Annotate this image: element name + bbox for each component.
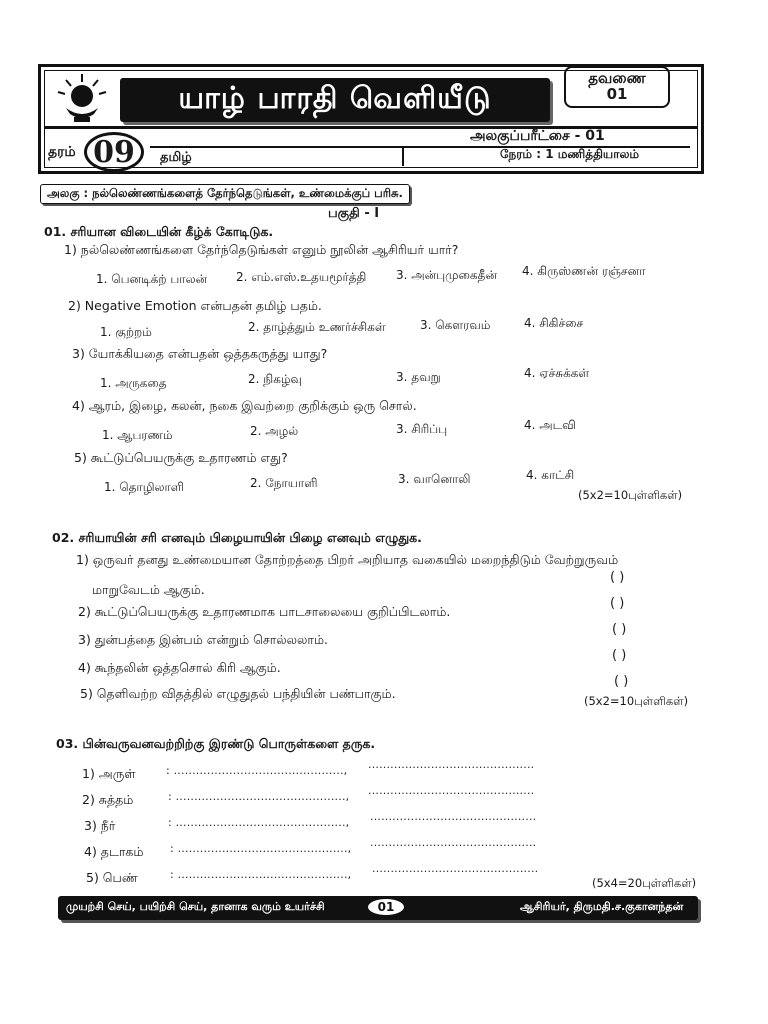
- q3-marks: (5x4=20புள்ளிகள்): [592, 876, 697, 890]
- q1-marks: (5x2=10புள்ளிகள்): [578, 488, 683, 502]
- q1-item-5-option-2: 2. நோயாளி: [250, 476, 318, 490]
- q3-answer-4b[interactable]: .............................................: [370, 836, 537, 849]
- q1-item-1-question: 1) நல்லெண்ணங்களை தேர்ந்தெடுங்கள் எனும் நூலின் ஆசிரியர் யார்?: [64, 242, 459, 257]
- q1-item-3-option-4: 4. ஏச்சுக்கள்: [524, 366, 590, 380]
- q2-answer-box-1: ( ): [610, 570, 625, 585]
- q3-answer-2b[interactable]: .............................................: [368, 784, 535, 797]
- q1-item-2-option-2: 2. தாழ்த்தும் உணர்ச்சிகள்: [248, 320, 386, 334]
- q3-answer-3a[interactable]: : ..............................................,: [168, 816, 350, 829]
- q1-item-1-option-1: 1. பெனடிக்ற் பாலன்: [96, 272, 208, 286]
- q2-heading: 02. சரியாயின் சரி எனவும் பிழையாயின் பிழை எனவும் எழுதுக.: [52, 530, 422, 545]
- grade-label: தரம்: [48, 144, 76, 160]
- q2-answer-box-2: ( ): [610, 596, 625, 611]
- q1-item-1-option-4: 4. கிருஸ்ணன் ரஞ்சனா: [522, 264, 646, 278]
- q2-marks: (5x2=10புள்ளிகள்): [584, 694, 689, 708]
- lamp-logo-icon: [52, 70, 112, 126]
- exam-time: நேரம் : 1 மணித்தியாலம்: [500, 147, 640, 161]
- exam-title: அலகுப்பரீட்சை - 01: [470, 128, 605, 144]
- q2-answer-box-3: ( ): [612, 622, 627, 637]
- footer-motto: முயற்சி செய், பயிற்சி செய், தானாக வரும் உயர்ச்சி: [66, 900, 325, 913]
- footer-teacher: ஆசிரியர், திருமதி.ச.குகானந்தன்: [520, 900, 684, 913]
- q1-item-2-question: 2) Negative Emotion என்பதன் தமிழ் பதம்.: [68, 298, 322, 313]
- term-number: 01: [606, 85, 628, 103]
- q3-answer-2a[interactable]: : ..............................................,: [168, 790, 350, 803]
- q2-answer-box-4: ( ): [612, 648, 627, 663]
- term-label: தவணை: [588, 69, 646, 88]
- q3-word-5: 5) பெண்: [86, 870, 138, 885]
- q3-answer-1b[interactable]: .............................................: [368, 758, 535, 771]
- q3-answer-4a[interactable]: : ..............................................,: [170, 842, 352, 855]
- grade-number: 09: [84, 132, 144, 172]
- publisher-banner: யாழ் பாரதி வெளியீடு: [120, 78, 550, 122]
- q3-word-2: 2) சுத்தம்: [82, 792, 134, 807]
- q2-item-1-continued: மாறுவேடம் ஆகும்.: [92, 582, 205, 597]
- q3-answer-5b[interactable]: .............................................: [372, 862, 539, 875]
- q3-word-1: 1) அருள்: [82, 766, 136, 781]
- q1-item-1-option-2: 2. எம்.எஸ்.உதயமூர்த்தி: [236, 270, 367, 284]
- q1-item-4-question: 4) ஆரம், இழை, கலன், நகை இவற்றை குறிக்கும் ஒரு சொல்.: [72, 398, 417, 413]
- q1-item-4-option-4: 4. அடவி: [524, 418, 576, 432]
- q1-heading: 01. சரியான விடையின் கீழ்க் கோடிடுக.: [44, 224, 274, 239]
- q2-item-5: 5) தெளிவற்ற விதத்தில் எழுதுதல் பந்தியின் பண்பாகும்.: [80, 686, 396, 701]
- q3-answer-1a[interactable]: : ..............................................,: [166, 764, 348, 777]
- q2-item-1: 1) ஒருவர் தனது உண்மையான தோற்றத்தை பிறர் அறியாத வகையில் மறைந்திடும் வேற்றுருவம்: [76, 552, 619, 567]
- q2-item-3: 3) துன்பத்தை இன்பம் என்றும் சொல்லலாம்.: [78, 632, 328, 647]
- q1-item-5-option-3: 3. வானொலி: [398, 472, 471, 486]
- q1-item-3-option-2: 2. நிகழ்வு: [248, 372, 303, 386]
- subject: தமிழ்: [160, 150, 192, 165]
- q1-item-2-option-4: 4. சிகிச்சை: [524, 316, 584, 330]
- q3-heading: 03. பின்வருவனவற்றிற்கு இரண்டு பொருள்களை தருக.: [56, 736, 376, 751]
- q2-answer-box-5: ( ): [614, 674, 629, 689]
- q1-item-4-option-1: 1. ஆபரணம்: [102, 428, 173, 442]
- q3-answer-3b[interactable]: .............................................: [370, 810, 537, 823]
- q3-word-4: 4) தடாகம்: [84, 844, 144, 859]
- q1-item-3-question: 3) யோக்கியதை என்பதன் ஒத்தகருத்து யாது?: [72, 346, 328, 361]
- header-column-divider: [402, 146, 404, 166]
- q1-item-4-option-3: 3. சிரிப்பு: [396, 422, 448, 436]
- q1-item-2-option-1: 1. குற்றம்: [100, 325, 152, 339]
- q1-item-3-option-3: 3. தவறு: [396, 370, 441, 384]
- page-number: 01: [366, 897, 406, 917]
- term-box: [564, 66, 670, 108]
- q1-item-3-option-1: 1. அருகதை: [100, 376, 167, 390]
- part-heading: பகுதி - I: [328, 206, 380, 221]
- q1-item-5-option-4: 4. காட்சி: [526, 468, 575, 482]
- q3-word-3: 3) நீர்: [84, 818, 116, 833]
- q1-item-2-option-3: 3. கௌரவம்: [420, 318, 491, 332]
- unit-box: அலகு : நல்லெண்ணங்களைத் தேர்ந்தெடுங்கள், உண்மைக்குப் பரிசு.: [40, 184, 410, 204]
- q1-item-1-option-3: 3. அன்புமுகைதீன்: [396, 268, 497, 282]
- q1-item-5-option-1: 1. தொழிலாளி: [104, 480, 184, 494]
- q2-item-4: 4) கூந்தலின் ஒத்தசொல் கிரி ஆகும்.: [78, 660, 281, 675]
- q1-item-4-option-2: 2. அழல்: [250, 424, 299, 438]
- q3-answer-5a[interactable]: : ..............................................,: [170, 868, 352, 881]
- q1-item-5-question: 5) கூட்டுப்பெயருக்கு உதாரணம் எது?: [74, 450, 288, 465]
- q2-item-2: 2) கூட்டுப்பெயருக்கு உதாரணமாக பாடசாலையை குறிப்பிடலாம்.: [78, 604, 451, 619]
